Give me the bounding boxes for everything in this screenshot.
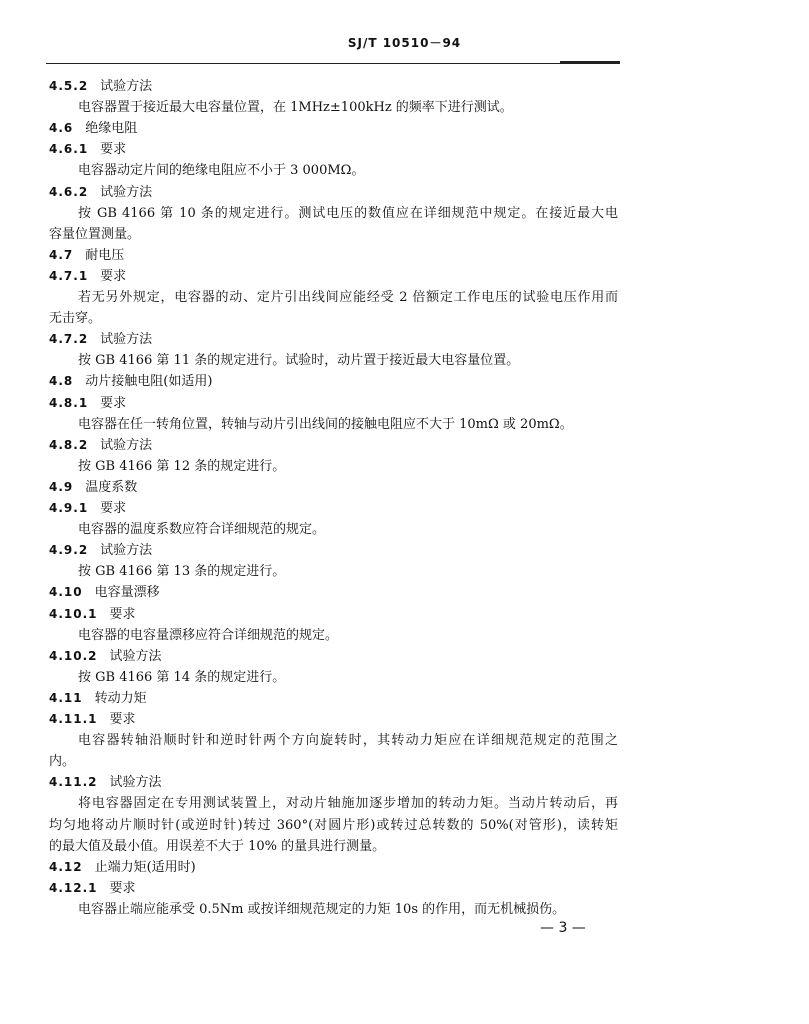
section-number: 4.5.2: [49, 79, 89, 93]
section-number: 4.6.2: [49, 184, 89, 199]
section-number: 4.10.1: [49, 606, 98, 621]
section-number: 4.12: [49, 859, 83, 874]
section-heading: [49, 688, 147, 709]
section-number: 4.6: [49, 121, 74, 136]
section-title: 试验方法: [100, 437, 153, 453]
paragraph-line: 电容器止端应能承受 0.5Nm 或按详细规范规定的力矩 10s 的作用，而无机械损伤。: [78, 901, 566, 917]
section-number: 4.12.1: [49, 880, 98, 895]
section-title: 动片接触电阻(如适用): [85, 374, 213, 390]
section-heading: [49, 435, 152, 456]
section-number: 4.7: [49, 247, 74, 262]
section-number: 4.7.2: [49, 332, 89, 347]
section-title: 要求: [109, 712, 136, 727]
paragraph-line: 按 GB 4166 第 13 条的规定进行。: [78, 564, 286, 580]
section-heading: [49, 477, 137, 498]
section-number: 4.8: [49, 374, 74, 389]
section-title: 转动力矩: [94, 690, 147, 706]
section-heading: [49, 76, 152, 97]
section-title: 试验方法: [100, 79, 153, 94]
paragraph-line: 将电容器固定在专用测试装置上，对动片轴施加逐步增加的转动力矩。当动片转动后，再: [78, 796, 618, 812]
section-number: 4.11: [49, 690, 83, 705]
header-rule-accent: [560, 61, 620, 63]
paragraph-line: 电容器置于接近最大电容量位置，在 1MHz±100kHz 的频率下进行测试。: [78, 100, 513, 116]
paragraph-line: 按 GB 4166 第 10 条的规定进行。测试电压的数值应在详细规范中规定。在接近最大电: [78, 205, 618, 221]
section-title: 止端力矩(适用时): [94, 859, 196, 875]
section-title: 试验方法: [109, 648, 162, 664]
section-heading: [49, 266, 126, 287]
section-number: 4.9.1: [49, 501, 89, 515]
section-title: 试验方法: [109, 775, 162, 791]
paragraph-line: 按 GB 4166 第 11 条的规定进行。试验时，动片置于接近最大电容量位置。: [78, 353, 520, 369]
section-number: 4.11.1: [49, 712, 98, 726]
section-heading: [49, 540, 152, 561]
section-number: 4.8.2: [49, 437, 89, 452]
paragraph-line: 均匀地将动片顺时针(或逆时针)转过 360°(对圆片形)或转过总转数的 50%(对管形)，读转矩: [49, 817, 618, 833]
paragraph-line: 电容器在任一转角位置，转轴与动片引出线间的接触电阻应不大于 10mΩ 或 20mΩ。: [78, 416, 573, 432]
section-title: 试验方法: [100, 184, 153, 200]
section-heading: [49, 582, 160, 603]
paragraph-line: 电容器的电容量漂移应符合详细规范的规定。: [78, 627, 339, 643]
section-heading: [49, 182, 152, 203]
paragraph-line: 电容器转轴沿顺时针和逆时针两个方向旋转时，其转动力矩应在详细规范规定的范围之: [78, 733, 618, 749]
paragraph-line: 按 GB 4166 第 14 条的规定进行。: [78, 669, 286, 685]
section-heading: [49, 139, 126, 160]
paragraph-line: 电容器的温度系数应符合详细规范的规定。: [78, 522, 326, 538]
section-number: 4.9: [49, 479, 74, 494]
paragraph-line: 的最大值及最小值。用误差不大于 10% 的量具进行测量。: [49, 838, 386, 854]
section-heading: [49, 245, 124, 266]
section-title: 要求: [109, 606, 136, 622]
paragraph-line: 按 GB 4166 第 12 条的规定进行。: [78, 458, 286, 474]
paragraph-line: 电容器动定片间的绝缘电阻应不小于 3 000MΩ。: [78, 163, 365, 179]
paragraph-line: 容量位置测量。: [49, 226, 141, 242]
section-number: 4.11.2: [49, 775, 98, 790]
section-heading: [49, 878, 136, 899]
section-heading: [49, 118, 137, 139]
section-heading: [49, 646, 162, 667]
section-title: 耐电压: [85, 247, 125, 263]
section-title: 温度系数: [85, 479, 138, 495]
section-title: 试验方法: [100, 543, 153, 559]
section-number: 4.10: [49, 585, 83, 600]
section-number: 4.9.2: [49, 543, 89, 558]
section-heading: [49, 709, 136, 730]
page-header: SJ/T 10510－94: [347, 36, 462, 50]
section-title: 要求: [100, 268, 127, 284]
section-heading: [49, 604, 136, 625]
section-heading: [49, 371, 212, 392]
section-title: 要求: [100, 142, 127, 158]
section-heading: [49, 498, 126, 519]
paragraph-line: 若无另外规定，电容器的动、定片引出线间应能经受 2 倍额定工作电压的试验电压作用而: [78, 290, 618, 305]
section-number: 4.8.1: [49, 395, 89, 410]
section-heading: [49, 329, 152, 350]
section-number: 4.10.2: [49, 648, 98, 663]
section-title: 要求: [100, 501, 127, 516]
section-title: 绝缘电阻: [85, 121, 138, 137]
paragraph-line: 无击穿。: [49, 311, 102, 327]
section-title: 电容量漂移: [94, 585, 160, 601]
section-heading: [49, 857, 196, 878]
section-title: 要求: [100, 395, 127, 411]
paragraph-line: 内。: [49, 754, 76, 770]
section-number: 4.7.1: [49, 268, 89, 283]
section-heading: [49, 772, 162, 793]
section-title: 试验方法: [100, 332, 153, 348]
section-heading: [49, 393, 126, 414]
page-number: — 3 —: [540, 920, 586, 936]
header-rule: [46, 63, 620, 64]
section-title: 要求: [109, 880, 136, 896]
section-number: 4.6.1: [49, 142, 89, 157]
